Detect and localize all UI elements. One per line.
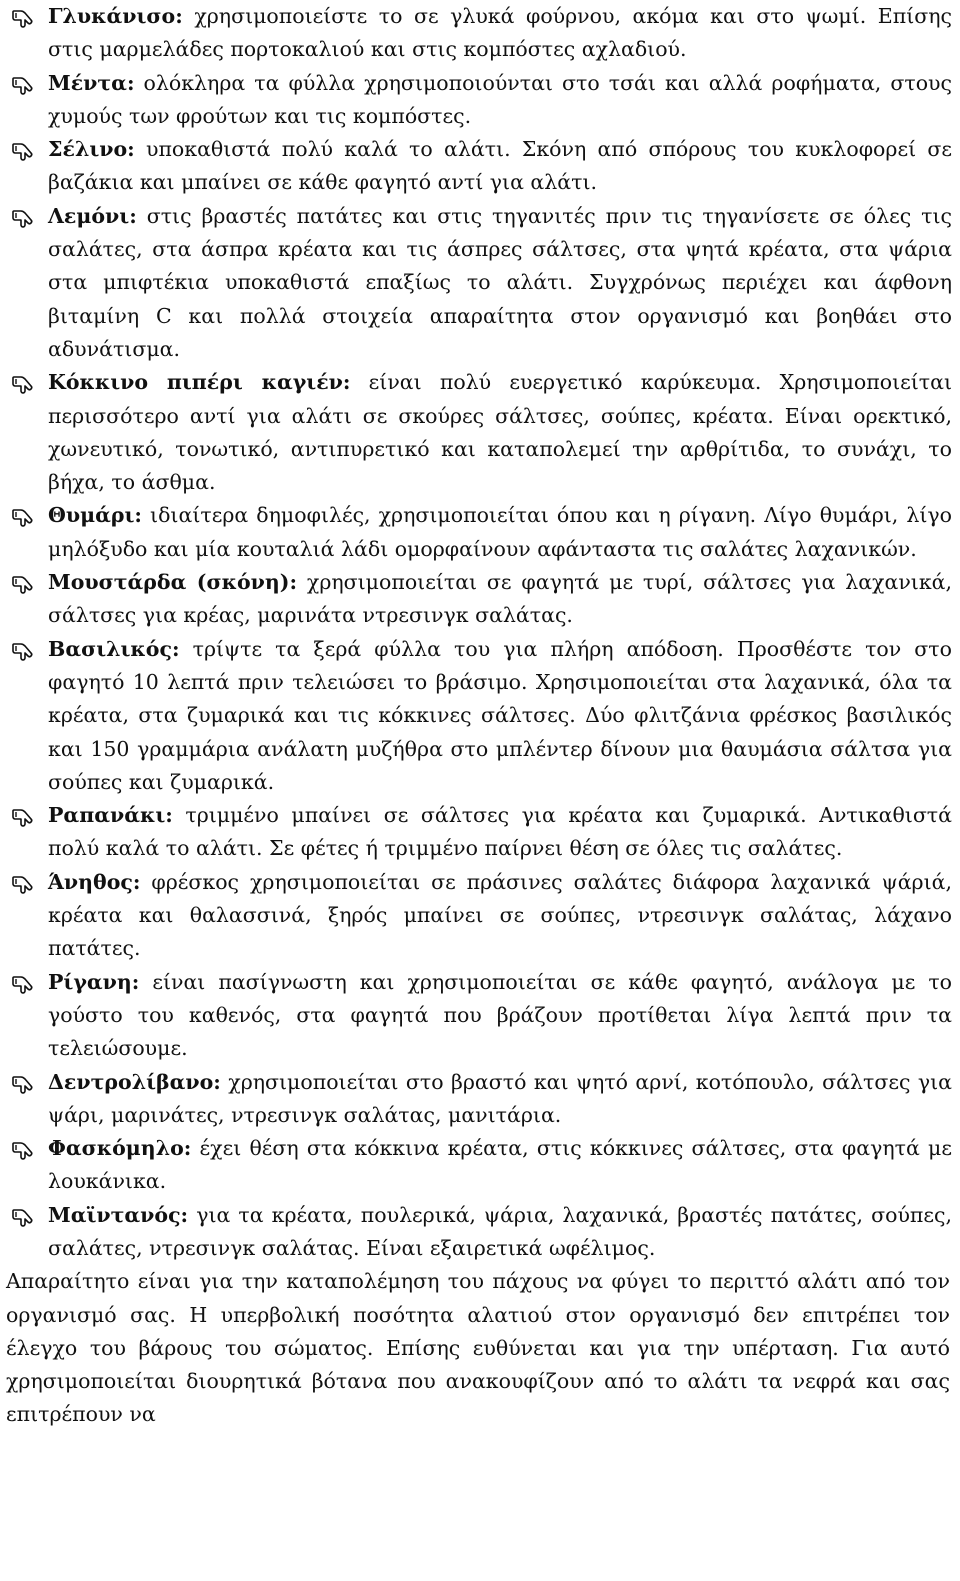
- herb-description: στις βραστές πατάτες και στις τηγανιτές πριν τις τηγανίσετε σε όλες τις σαλάτες, στα άσπρα κρέατα και τις άσπρες σάλτσες, στα ψητά κρέατα, στα ψάρια στα μπιφτέκια υποκαθιστά επαξίως το αλάτι. Συγχρόνως περιέχει και άφθονη βιταμίνη C και πολλά στοιχεία απαραίτητα στον οργανισμό και βοηθάει στο αδυνάτισμα.: [48, 203, 952, 361]
- herb-description: χρησιμοποιείστε το σε γλυκά φούρνου, ακόμα και στο ψωμί. Επίσης στις μαρμελάδες πορτοκαλιού και στις κομπόστες αχλαδιού.: [48, 4, 952, 62]
- herb-name: Μαϊντανός:: [48, 1202, 189, 1227]
- herb-name: Άνηθος:: [48, 869, 141, 894]
- thumbs-down-hand-icon: [12, 507, 34, 527]
- thumbs-down-hand-icon: [12, 1074, 34, 1094]
- herb-name: Γλυκάνισο:: [48, 4, 183, 28]
- herb-entry: [6, 966, 952, 1066]
- thumbs-down-hand-icon: [12, 974, 34, 994]
- herb-entry: [6, 566, 952, 633]
- herb-entry: [6, 1199, 952, 1266]
- herb-name: Ρίγανη:: [48, 969, 140, 994]
- closing-paragraph: Απαραίτητο είναι για την καταπολέμηση του πάχους να φύγει το περιττό αλάτι από τον οργανισμό σας. Η υπερβολική ποσότητα αλατιού στον οργανισμό δεν επιτρέπει τον έλεγχο του βάρους του σώματος. Επίσης ευθύνεται και για την υπέρταση. Για αυτό χρησιμοποιείται διουρητικά βότανα που ανακουφίζουν από το αλάτι τα νεφρά και σας επιτρέπουν να: [6, 1269, 950, 1427]
- herb-description: χρησιμοποιείται σε φαγητά με τυρί, σάλτσες για λαχανικά, σάλτσες για κρέας, μαρινάτα ντρεσινγκ σαλάτας.: [48, 570, 952, 628]
- herb-name: Μέντα:: [48, 70, 135, 95]
- herb-description: έχει θέση στα κόκκινα κρέατα, στις κόκκινες σάλτσες, στα φαγητά με λουκάνικα.: [48, 1136, 952, 1194]
- herb-entry: [6, 1066, 952, 1133]
- herb-entry: [6, 366, 952, 499]
- thumbs-down-hand-icon: [12, 807, 34, 827]
- herb-entry: [6, 866, 952, 966]
- herb-description: χρησιμοποιείται στο βραστό και ψητό αρνί, κοτόπουλο, σάλτσες για ψάρι, μαρινάτες, ντρεσινγκ σαλάτας, μανιτάρια.: [48, 1069, 952, 1127]
- herb-name: Θυμάρι:: [48, 503, 142, 528]
- thumbs-down-hand-icon: [12, 208, 34, 228]
- herb-name: Κόκκινο πιπέρι καγιέν:: [48, 370, 351, 395]
- thumbs-down-hand-icon: [12, 641, 34, 661]
- herb-description: υποκαθιστά πολύ καλά το αλάτι. Σκόνη από σπόρους του κυκλοφορεί σε βαζάκια και μπαίνει σε κάθε φαγητό αντί για αλάτι.: [48, 137, 952, 195]
- herb-description: τρίψτε τα ξερά φύλλα του για πλήρη απόδοση. Προσθέστε τον στο φαγητό 10 λεπτά πριν τελειώσει το βράσιμο. Χρησιμοποιείται στα λαχανικά, όλα τα κρέατα, στα ζυμαρικά και τις κόκκινες σάλτσες. Δύο φλιτζάνια φρέσκος βασιλικός και 150 γραμμάρια ανάλατη μυζήθρα στο μπλέντερ δίνουν μια θαυμάσια σάλτσα για σούπες και ζυμαρικά.: [48, 636, 952, 794]
- document-page: [6, 0, 952, 1432]
- thumbs-down-hand-icon: [12, 8, 34, 28]
- herb-description: ολόκληρα τα φύλλα χρησιμοποιούνται στο τσάι και αλλά ροφήματα, στους χυμούς των φρούτων και τις κομπόστες.: [48, 70, 952, 128]
- herb-entry: [6, 200, 952, 366]
- herb-name: Λεμόνι:: [48, 203, 137, 228]
- herb-list: [6, 0, 952, 1265]
- herb-description: είναι πολύ ευεργετικό καρύκευμα. Χρησιμοποιείται περισσότερο αντί για αλάτι σε σκούρες σάλτσες, σούπες, κρέατα. Είναι ορεκτικό, χωνευτικό, τονωτικό, αντιπυρετικό και καταπολεμεί την αρθρίτιδα, το συνάχι, το βήχα, το άσθμα.: [48, 370, 952, 495]
- thumbs-down-hand-icon: [12, 1140, 34, 1160]
- herb-entry: [6, 0, 952, 67]
- thumbs-down-hand-icon: [12, 374, 34, 394]
- herb-description: φρέσκος χρησιμοποιείται σε πράσινες σαλάτες διάφορα λαχανικά ψάριά, κρέατα και θαλασσινά, ξηρός μπαίνει σε σούπες, ντρεσινγκ σαλάτας, λάχανο πατάτες.: [48, 869, 952, 961]
- herb-entry: [6, 67, 952, 134]
- thumbs-down-hand-icon: [12, 1207, 34, 1227]
- herb-name: Σέλινο:: [48, 137, 135, 162]
- herb-entry: [6, 1132, 952, 1199]
- herb-name: Βασιλικός:: [48, 636, 180, 661]
- herb-name: Φασκόμηλο:: [48, 1136, 192, 1161]
- herb-description: τριμμένο μπαίνει σε σάλτσες για κρέατα και ζυμαρικά. Αντικαθιστά πολύ καλά το αλάτι. Σε φέτες ή τριμμένο παίρνει θέση σε όλες τις σαλάτες.: [48, 803, 952, 861]
- herb-name: Μουστάρδα (σκόνη):: [48, 570, 298, 595]
- thumbs-down-hand-icon: [12, 874, 34, 894]
- herb-description: είναι πασίγνωστη και χρησιμοποιείται σε κάθε φαγητό, ανάλογα με το γούστο του καθενός, στα φαγητά που βράζουν προτίθεται λίγα λεπτά πριν τα τελειώσουμε.: [48, 969, 952, 1061]
- thumbs-down-hand-icon: [12, 75, 34, 95]
- thumbs-down-hand-icon: [12, 141, 34, 161]
- thumbs-down-hand-icon: [12, 574, 34, 594]
- herb-description: ιδιαίτερα δημοφιλές, χρησιμοποιείται όπου και η ρίγανη. Λίγο θυμάρι, λίγο μηλόξυδο και μία κουταλιά λάδι ομορφαίνουν αφάνταστα τις σαλάτες λαχανικών.: [48, 503, 952, 561]
- herb-name: Δεντρολίβανο:: [48, 1069, 221, 1094]
- herb-entry: [6, 133, 952, 200]
- herb-entry: [6, 499, 952, 566]
- herb-entry: [6, 799, 952, 866]
- herb-entry: [6, 633, 952, 799]
- herb-name: Ραπανάκι:: [48, 803, 173, 828]
- herb-description: για τα κρέατα, πουλερικά, ψάρια, λαχανικά, βραστές πατάτες, σούπες, σαλάτες, ντρεσινγκ σαλάτας. Είναι εξαιρετικά ωφέλιμος.: [48, 1202, 952, 1260]
